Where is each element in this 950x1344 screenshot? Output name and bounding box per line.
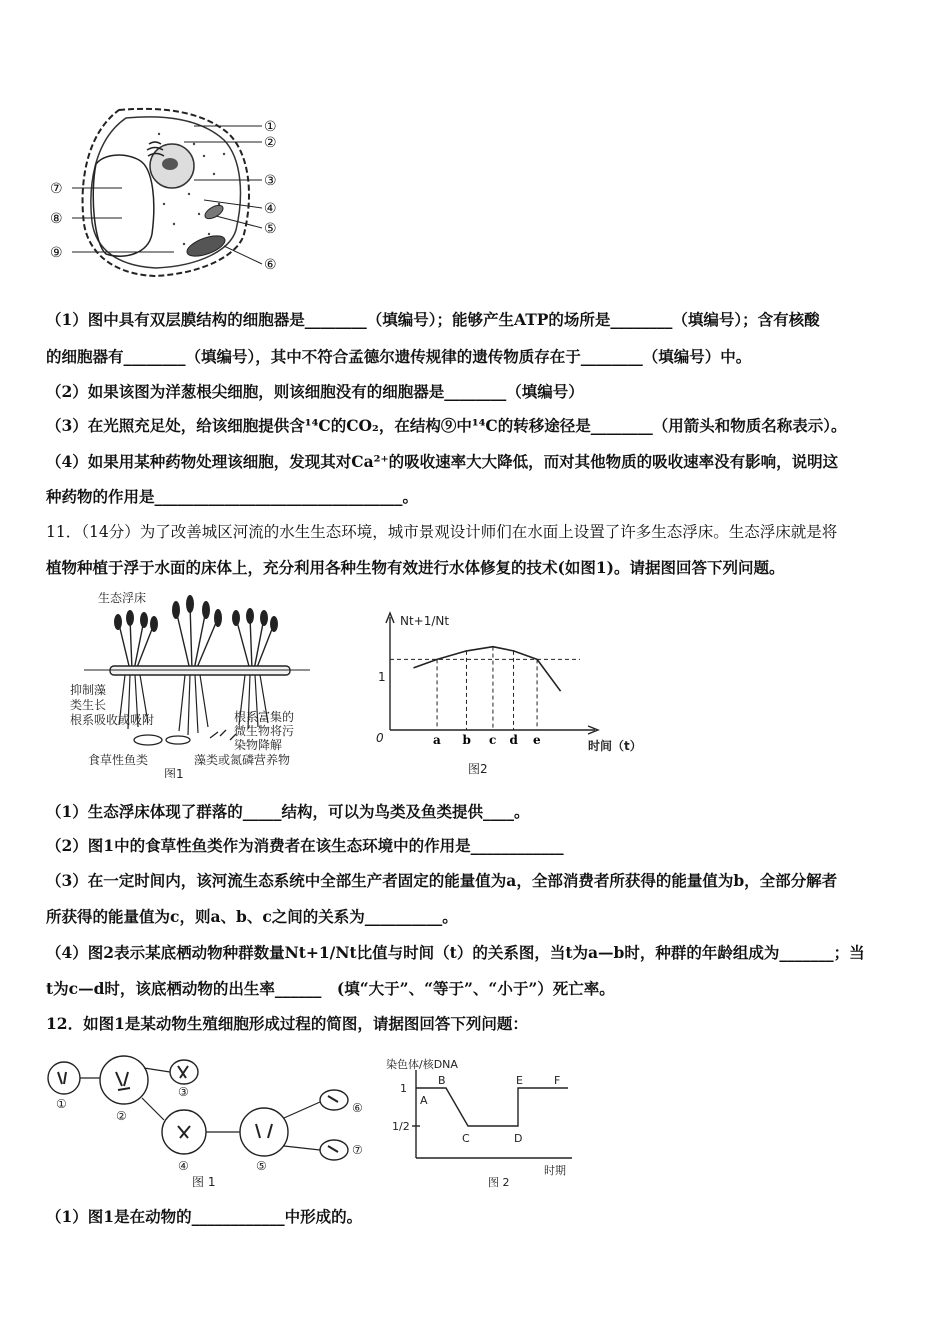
q11-part1: （1）生态浮床体现了群落的_____结构，可以为鸟类及鱼类提供____。 (46, 802, 530, 821)
ratio-point: C (462, 1132, 470, 1145)
floating-bed-figure (70, 590, 320, 778)
ratio-caption: 图 2 (488, 1176, 510, 1188)
x-tick-label: c (488, 733, 497, 747)
chart-caption: 图2 (468, 762, 488, 776)
cell-label: ⑨ (50, 245, 63, 261)
q11-part3-line1: （3）在一定时间内，该河流生态系统中全部生产者固定的能量值为a，全部消费者所获得的能量值为b，全部分解者 (46, 871, 838, 890)
microbe-label-2: 微生物将污 (234, 724, 295, 738)
ratio-ylabel: 染色体/核DNA (386, 1058, 458, 1071)
chromosome-dna-ratio-figure (386, 1058, 586, 1188)
chart-xlabel: 时间（t） (588, 739, 642, 753)
q11-intro-line1: 11．（14分）为了改善城区河流的水生生态环境，城市景观设计师们在水面上设置了许多生态浮床。生态浮床就是将 (46, 523, 838, 541)
cell-label: ⑤ (264, 221, 277, 237)
ratio-point: D (514, 1132, 523, 1145)
q11-part4-line2: t为c—d时，该底栖动物的出生率______ (填“大于”、“等于”、“小于”）死亡率。 (46, 979, 615, 998)
x-tick-label: a (433, 733, 441, 747)
q10-part4-line1: （4）如果用某种药物处理该细胞，发现其对Ca²⁺的吸收速率大大降低，而对其他物质的吸收速率没有影响，说明这 (46, 452, 839, 471)
cell-label: ② (264, 135, 277, 151)
x-tick-label: b (462, 733, 471, 747)
meiosis-label: ② (116, 1109, 127, 1123)
q10-part1-line2: 的细胞器有________（填编号），其中不符合孟德尔遗传规律的遗传物质存在于________（填编号）中。 (46, 347, 752, 366)
q11-part4-line1: （4）图2表示某底栖动物种群数量Nt+1/Nt比值与时间（t）的关系图，当t为a—b时，种群的年龄组成为_______；当 (46, 943, 865, 962)
meiosis-label: ⑦ (352, 1143, 363, 1157)
ratio-ytick: 1 (400, 1082, 407, 1095)
cell-label: ① (264, 119, 277, 135)
ratio-point: E (516, 1074, 523, 1087)
chart-origin: 0 (376, 731, 384, 745)
q10-part4-line2: 种药物的作用是________________________________。 (46, 487, 419, 506)
cell-label: ③ (264, 173, 277, 189)
cell-label: ⑥ (264, 257, 277, 273)
algae-label: 藻类或氮磷营养物 (194, 753, 291, 767)
chart-ylabel: Nt+1/Nt (400, 614, 450, 628)
cell-label: ④ (264, 201, 277, 217)
inhibit-label-2: 类生长 (70, 698, 107, 712)
chart-ytick-1: 1 (378, 670, 386, 684)
series-curve (414, 647, 561, 692)
q12-intro: 12．如图1是某动物生殖细胞形成过程的简图，请据图回答下列问题： (46, 1014, 528, 1033)
bed-label: 生态浮床 (98, 591, 147, 605)
q11-part2: （2）图1中的食草性鱼类作为消费者在该生态环境中的作用是____________ (46, 836, 564, 855)
q10-part2: （2）如果该图为洋葱根尖细胞，则该细胞没有的细胞器是________（填编号） (46, 382, 584, 401)
meiosis-label: ⑥ (352, 1101, 363, 1115)
ratio-point: A (420, 1094, 428, 1107)
cell-label: ⑦ (50, 181, 63, 197)
absorb-label: 根系吸收或吸附 (70, 713, 155, 727)
cell-diagram (44, 104, 294, 282)
ratio-ytick: 1/2 (392, 1120, 410, 1133)
ratio-point: F (554, 1074, 561, 1087)
x-tick-label: d (509, 733, 518, 747)
population-ratio-chart (370, 605, 650, 783)
q11-intro-line2: 植物种植于浮于水面的床体上，充分利用各种生物有效进行水体修复的技术(如图1)。请据图回答下列问题。 (46, 558, 785, 577)
fish-label: 食草性鱼类 (88, 753, 149, 767)
meiosis-caption: 图 1 (192, 1175, 216, 1189)
meiosis-label: ⑤ (256, 1159, 267, 1173)
x-tick-label: e (533, 733, 541, 747)
ratio-line (416, 1088, 568, 1126)
q10-part3: （3）在光照充足处，给该细胞提供含¹⁴C的CO₂，在结构⑨中¹⁴C的转移途径是________（用箭头和物质名称表示）。 (46, 416, 847, 435)
meiosis-figure (44, 1050, 384, 1190)
ratio-xlabel: 时期 (544, 1164, 566, 1177)
ratio-point: B (438, 1074, 446, 1087)
microbe-label-3: 染物降解 (234, 738, 283, 752)
microbe-label-1: 根系富集的 (234, 710, 295, 724)
figure-caption: 图1 (164, 767, 184, 778)
meiosis-label: ④ (178, 1159, 189, 1173)
inhibit-label-1: 抑制藻 (70, 683, 107, 697)
q12-part1: （1）图1是在动物的____________中形成的。 (46, 1207, 363, 1226)
q10-part1-line1: （1）图中具有双层膜结构的细胞器是________（填编号）；能够产生ATP的场所是________（填编号）；含有核酸 (46, 310, 820, 329)
meiosis-label: ③ (178, 1085, 189, 1099)
meiosis-label: ① (56, 1097, 67, 1111)
q11-part3-line2: 所获得的能量值为c，则a、b、c之间的关系为__________。 (46, 907, 458, 926)
cell-label: ⑧ (50, 211, 63, 227)
